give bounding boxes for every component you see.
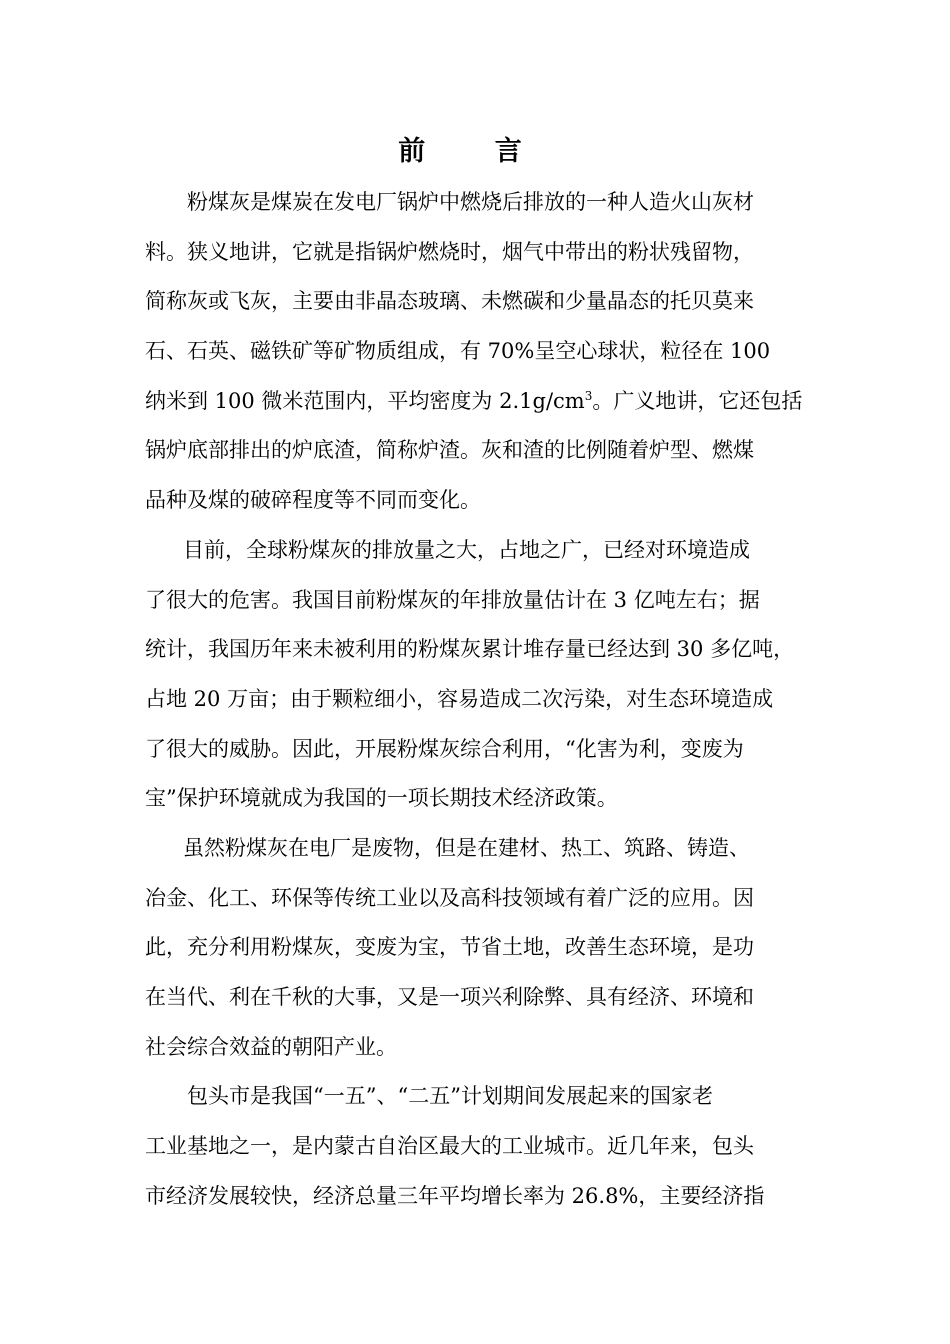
text-line: 简称灰或飞灰，主要由非晶态玻璃、未燃碳和少量晶态的托贝莫来 [145,289,754,314]
text-line [145,377,817,427]
text-line: 冶金、化工、环保等传统工业以及高科技领域有着广泛的应用。因 [145,885,754,910]
text-segment: 。广义地讲，它还包括 [592,388,803,413]
text-line: 工业基地之一，是内蒙古自治区最大的工业城市。近几年来，包头 [145,1134,754,1159]
text-line: 统计，我国历年来未被利用的粉煤灰累计堆存量已经达到 30 多亿吨， [145,637,795,662]
text-segment: 纳米到 100 微米范围内，平均密度为 2.1g/cm [145,388,585,413]
text-line: 在当代、利在千秋的大事，又是一项兴利除弊、具有经济、环境和 [145,985,754,1009]
text-line: 占地 20 万亩；由于颗粒细小，容易造成二次污染，对生态环境造成 [145,686,774,711]
text-line: 了很大的危害。我国目前粉煤灰的年排放量估计在 3 亿吨左右；据 [145,587,760,612]
document-body [145,178,817,1221]
text-line: 料。狭义地讲，它就是指锅炉燃烧时，烟气中带出的粉状残留物， [145,239,754,264]
paragraph-1 [145,178,817,526]
text-line: 社会综合效益的朝阳产业。 [145,1034,397,1059]
text-line: 市经济发展较快，经济总量三年平均增长率为 26.8%，主要经济指 [145,1183,765,1208]
paragraph-2 [145,526,817,824]
text-line: 了很大的威胁。因此，开展粉煤灰综合利用，“化害为利，变废为 [145,736,744,761]
superscript: 3 [584,388,593,403]
text-line: 包头市是我国“一五”、“二五”计划期间发展起来的国家老 [187,1084,713,1109]
text-line: 品种及煤的破碎程度等不同而变化。 [145,488,481,513]
text-line: 虽然粉煤灰在电厂是废物，但是在建材、热工、筑路、铸造、 [183,835,750,860]
text-line: 锅炉底部排出的炉底渣，简称炉渣。灰和渣的比例随着炉型、燃煤 [145,438,754,463]
paragraph-4 [145,1072,817,1221]
text-line: 目前，全球粉煤灰的排放量之大，占地之广，已经对环境造成 [183,537,750,562]
text-line: 石、石英、磁铁矿等矿物质组成，有 70%呈空心球状，粒径在 100 [145,339,771,364]
text-line: 粉煤灰是煤炭在发电厂锅炉中燃烧后排放的一种人造火山灰材 [187,190,754,214]
page-title: 前 言 [398,136,552,167]
text-line: 此，充分利用粉煤灰，变废为宝，节省土地，改善生态环境，是功 [145,935,754,960]
paragraph-3 [145,824,817,1072]
text-line: 宝”保护环境就成为我国的一项长期技术经济政策。 [145,786,618,811]
